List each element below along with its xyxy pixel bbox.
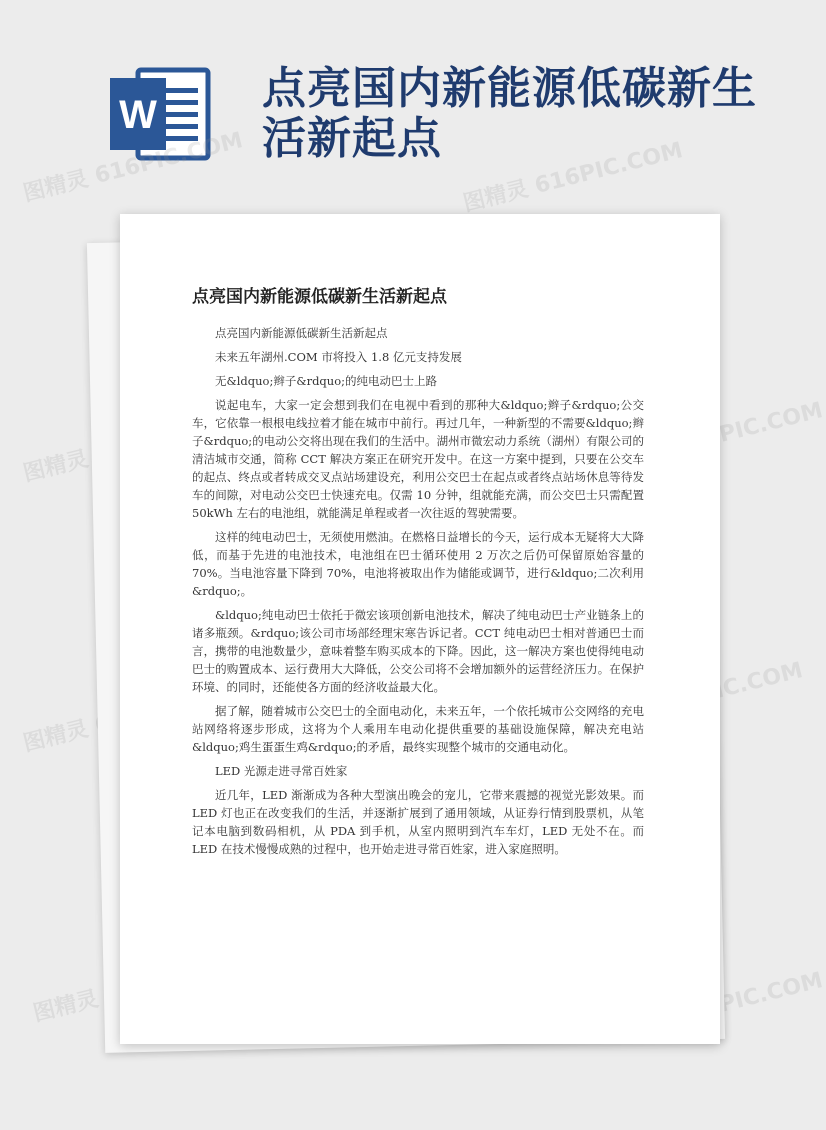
watermark: 图精灵 616PIC.COM [460,138,686,217]
svg-text:W: W [119,93,157,137]
document-title: 点亮国内新能源低碳新生活新起点 [192,287,447,307]
paragraph: 据了解，随着城市公交巴士的全面电动化，未来五年，一个依托城市公交网络的充电站网络将逐步形成，这将为个人乘用车电动化提供重要的基础设施保障，解决充电站&ldquo;鸡生蛋蛋生鸡&rdquo;的矛盾，最终实现整个城市的交通电动化。 [192,704,644,754]
word-document-icon [108,64,214,164]
paragraph: LED 光源走进寻常百姓家 [215,764,348,778]
watermark: 图精灵 [20,446,91,487]
watermark: 图精灵 [30,986,101,1027]
paragraph: 这样的纯电动巴士，无须使用燃油。在燃格日益增长的今天，运行成本无疑将大大降低，而基于先进的电池技术，电池组在巴士循环使用 2 万次之后仍可保留原始容量的 70%。当电池容量下降到 70%，电池将被取出作为储能或调节，进行&ldquo;二次利用&rdquo;。 [192,530,644,598]
watermark: 图精灵 616PIC.COM [20,128,246,207]
paragraph: &ldquo;纯电动巴士依托于微宏该项创新电池技术，解决了纯电动巴士产业链条上的诸多瓶颈。&rdquo;该公司市场部经理宋寒告诉记者。CCT 纯电动巴士相对普通巴士而言，携带的电池数量少，意味着整车购买成本的下降。因此，这一解决方案也使得纯电动巴士的购置成本、运行费用大大降低，公交公司将不会增加额外的运营经济压力。在保护环境、的同时，还能使各方面的经济收益最大化。 [192,608,644,694]
watermark: 616PIC.COM [652,658,806,719]
watermark: 图精灵 [20,716,91,757]
watermark: 616PIC.COM [672,968,826,1029]
paragraph: 未来五年湖州.COM 市将投入 1.8 亿元支持发展 [215,350,462,364]
watermark: 616PIC.COM [672,398,826,459]
header [0,0,800,210]
document-page [120,214,720,1044]
paragraph: 点亮国内新能源低碳新生活新起点 [215,326,388,340]
paragraph: 近几年，LED 渐渐成为各种大型演出晚会的宠儿，它带来震撼的视觉光影效果。而 LED 灯也正在改变我们的生活，并逐渐扩展到了通用领域，从证券行情到股票机，从笔记本电脑到数码相机，从 PDA 到手机，从室内照明到汽车车灯，LED 无处不在。而 LED 在技术慢慢成熟的过程中，也开始走进寻常百姓家，进入家庭照明。 [192,788,644,856]
document-body [192,324,644,864]
header-title: 点亮国内新能源低碳新生活新起点 [262,63,757,164]
paragraph: 说起电车，大家一定会想到我们在电视中看到的那种大&ldquo;辫子&rdquo;公交车，它依靠一根根电线拉着才能在城市中前行。再过几年，一种新型的不需要&ldquo;辫子&rdquo;的电动公交将出现在我们的生活中。湖州市微宏动力系统（湖州）有限公司的清洁城市交通，简称 CCT 解决方案正在研究开发中。在这一方案中提到，只要在公交车的起点、终点或者转成交叉点站场建设充，利用公交巴士在起点或者终点站场休息等待发车的间隙，对电动公交巴士快速充电。仅需 10 分钟，组就能充满，而公交巴士只需配置 50kWh 左右的电池组，就能满足单程或者一次往返的驾驶需要。 [192,398,644,520]
paragraph: 无&ldquo;辫子&rdquo;的纯电动巴士上路 [215,374,438,388]
